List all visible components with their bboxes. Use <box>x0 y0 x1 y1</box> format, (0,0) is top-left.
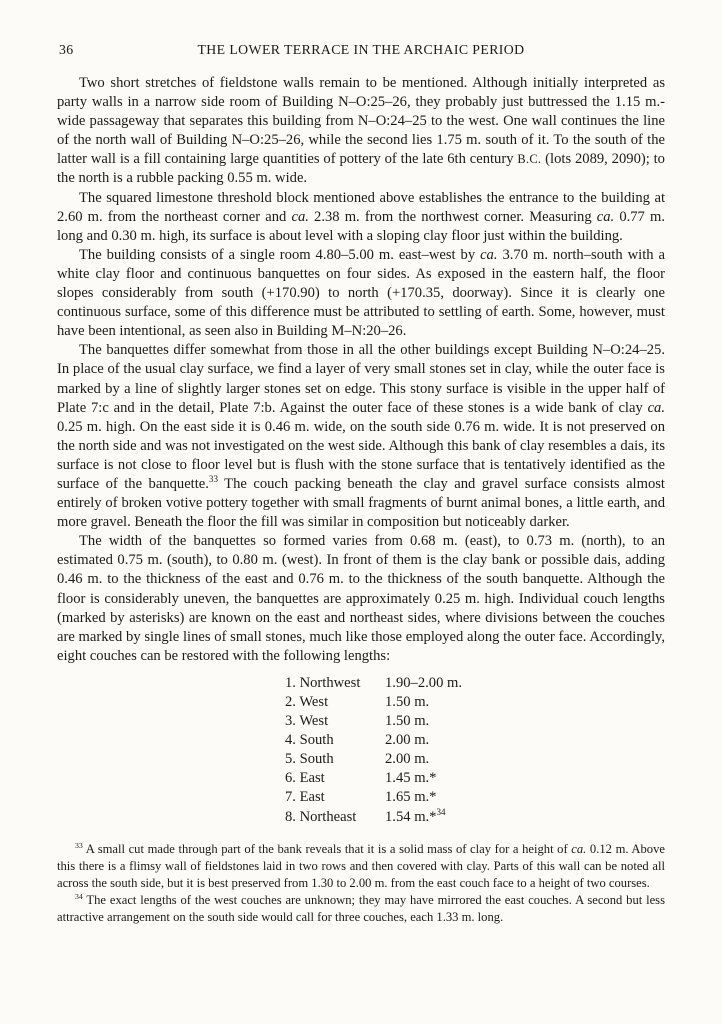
text-segment: ca. <box>571 841 587 856</box>
couch-length <box>385 674 462 693</box>
text-segment: Two short stretches of fieldstone walls remain to be mentioned. Although initially interpreted as party walls in a narrow side room of Building N–O:25–26, they probably just buttressed the 1.15 m.-wide passageway that separates this building from N–O:24–25 to the west. One wall continues the line of the north wall of Building N–O:25–26, while the second lies 1.75 m. south of it. To the south of the latter wall is a fill containing large quantities of pottery of the late 6th century <box>57 75 665 168</box>
couch-list-item <box>285 674 665 693</box>
text-segment: 0.77 m. long and 0.30 m. high, its surface is about level with a sloping clay floor just within the building. <box>57 208 665 244</box>
couch-location: 8. Northeast <box>285 808 357 825</box>
footnote-ref: 33 <box>208 474 218 485</box>
text-segment: The building consists of a single room 4.80–5.00 m. east–west by <box>79 246 481 263</box>
text-segment: 1.50 m. <box>385 694 430 710</box>
footnote-ref: 34 <box>75 892 83 902</box>
text-segment: 1.54 m.* <box>385 808 437 825</box>
text-segment: 2.00 m. <box>385 732 430 749</box>
paragraph-1 <box>57 74 665 189</box>
text-segment: ca. <box>480 246 498 263</box>
text-segment: ca. <box>647 399 665 416</box>
text-segment: The exact lengths of the west couches are unknown; they may have mirrored the east couches. A second but less attractive arrangement on the south side would call for three couches, each 1.33 m. long. <box>57 893 665 925</box>
paragraph-4 <box>57 341 665 532</box>
text-segment: 2.00 m. <box>385 751 430 768</box>
footnote-34 <box>57 892 665 926</box>
footnote-ref: 34 <box>436 806 446 817</box>
text-segment: 0.12 m. Above this there is a flimsy wall of fieldstones laid in two rows and then covered with clay. Parts of this wall can be noted all across the south side, but it is best preserved from 1.30 to 2.00 m. from the east couch face to a height of two courses. <box>57 841 665 891</box>
couch-length <box>385 769 436 788</box>
text-segment: The banquettes differ somewhat from those in all the other buildings except Building N–O:24–25. In place of the usual clay surface, we find a layer of very small stones set in clay, while the outer face is marked by a line of slightly larger stones set on edge. This stony surface is visible in the upper half of Plate 7:c and in the detail, Plate 7:b. Against the outer face of these stones is a wide bank of clay <box>57 342 665 416</box>
couch-location: 1. Northwest <box>285 674 361 691</box>
text-segment: 2.38 m. from the northwest corner. Measuring <box>308 208 597 225</box>
running-head: THE LOWER TERRACE IN THE ARCHAIC PERIOD <box>197 42 525 57</box>
footnotes-section <box>57 841 665 927</box>
couch-list-item <box>285 788 665 807</box>
page-number: 36 <box>59 42 74 57</box>
text-segment: 1.50 m. <box>385 713 430 730</box>
text-segment: 1.90–2.00 m. <box>385 674 463 691</box>
couch-location: 3. West <box>285 713 329 730</box>
couch-list-item <box>285 808 665 827</box>
text-segment: The couch packing beneath the clay and gravel surface consists almost entirely of broken votive pottery together with small fragments of burnt animal bones, a little earth, and more gravel. Beneath the floor the fill was similar in composition but noticeably darker. <box>57 475 665 531</box>
couch-length <box>385 750 429 769</box>
couch-list-item <box>285 731 665 750</box>
couch-length <box>385 788 436 807</box>
couch-list-item <box>285 769 665 788</box>
page-header <box>57 42 665 58</box>
text-segment: B.C. <box>517 152 542 167</box>
couch-length <box>385 693 429 712</box>
couch-list-item <box>285 693 665 712</box>
couch-location: 4. South <box>285 732 334 749</box>
couch-location: 5. South <box>285 751 334 768</box>
couch-location: 2. West <box>285 694 329 710</box>
body-text <box>57 74 665 827</box>
couch-list-item <box>285 712 665 731</box>
text-segment: 1.65 m.* <box>385 789 437 806</box>
couch-length <box>385 712 429 731</box>
couch-location: 7. East <box>285 789 325 806</box>
footnote-33 <box>57 841 665 893</box>
text-segment: 1.45 m.* <box>385 770 437 787</box>
couch-list-item <box>285 750 665 769</box>
couch-location: 6. East <box>285 770 325 787</box>
text-segment: (lots 2089, 2090); to the north is a rubble packing 0.55 m. wide. <box>57 151 665 187</box>
text-segment: The width of the banquettes so formed varies from 0.68 m. (east), to 0.73 m. (north), to an estimated 0.75 m. (south), to 0.80 m. (west). In front of them is the clay bank or possible dais, adding 0.46 m. to the thickness of the east and 0.76 m. to the thickness of the south banquette. Although the floor is considerably uneven, the banquettes are approximately 0.25 m. high. Individual couch lengths (marked by asterisks) are known on the east and northeast sides, where divisions between the couches are marked by single lines of small stones, much like those employed along the outer face. Accordingly, eight couches can be restored with the following lengths: <box>57 533 665 664</box>
text-segment: A small cut made through part of the bank reveals that it is a solid mass of clay for a height of <box>82 841 572 856</box>
text-segment: ca. <box>291 208 309 225</box>
footnote-ref: 33 <box>75 840 83 850</box>
paragraph-2 <box>57 189 665 246</box>
text-segment: The squared limestone threshold block mentioned above establishes the entrance to the building at 2.60 m. from the northeast corner and <box>57 189 665 225</box>
paragraph-3 <box>57 246 665 341</box>
text-segment: 3.70 m. north–south with a white clay floor and continuous banquettes on four sides. As exposed in the eastern half, the floor slopes considerably from south (+170.90) to north (+170.35, doorway). Since it is clearly one continuous surface, some of this difference must be attributed to settling of earth. Some, however, must have been intentional, as seen also in Building M–N:20–26. <box>57 246 665 340</box>
couch-length <box>385 808 446 827</box>
text-segment: 0.25 m. high. On the east side it is 0.46 m. wide, on the south side 0.76 m. wide. It is not preserved on the north side and was not investigated on the west side. Although this bank of clay resembles a dais, its surface is not close to floor level but is flush with the stone surface that is tentatively identified as the surface of the banquette. <box>57 418 665 492</box>
text-segment: ca. <box>596 208 615 225</box>
couch-length-list <box>285 674 665 827</box>
couch-length <box>385 731 429 750</box>
paragraph-5 <box>57 532 665 666</box>
